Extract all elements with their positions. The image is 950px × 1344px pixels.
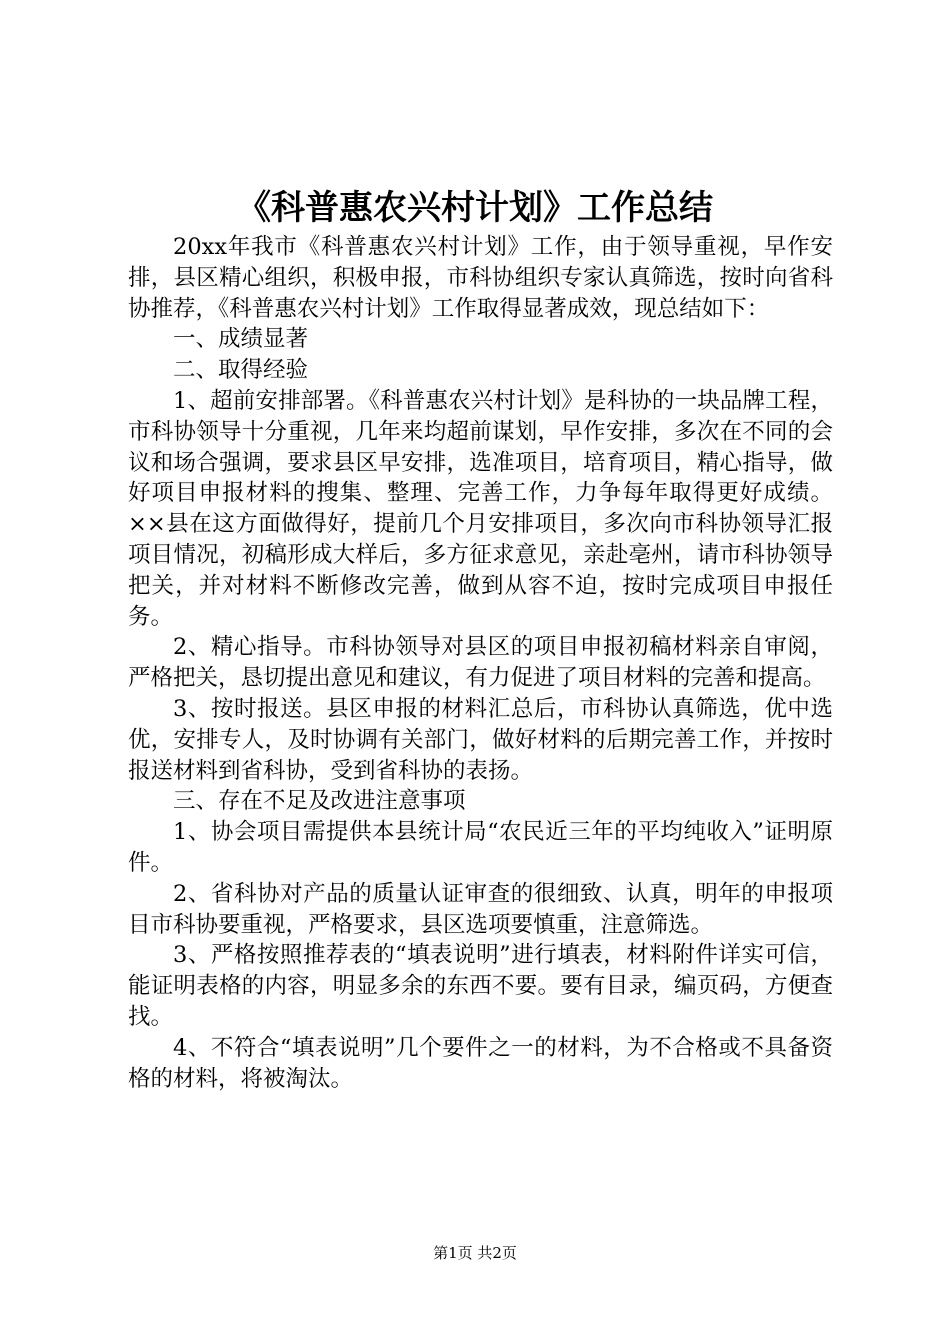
document-title: 《科普惠农兴村计划》工作总结 (237, 188, 713, 228)
shortcoming-item-2: 2、省科协对产品的质量认证审查的很细致、认真，明年的申报项目市科协要重视，严格要求，县区选项要慎重，注意筛选。 (128, 880, 833, 938)
section-heading-experience: 二、取得经验 (173, 357, 309, 384)
page-number-footer: 第1页 共2页 (433, 1244, 517, 1262)
section-heading-achievements: 一、成绩显著 (173, 326, 309, 353)
experience-item-3: 3、按时报送。县区申报的材料汇总后，市科协认真筛选，优中选优，安排专人，及时协调有关部门，做好材料的后期完善工作，并按时报送材料到省科协，受到省科协的表扬。 (128, 695, 833, 784)
shortcoming-item-1: 1、协会项目需提供本县统计局“农民近三年的平均纯收入”证明原件。 (128, 819, 833, 876)
document-body (128, 232, 833, 1094)
shortcoming-item-3: 3、严格按照推荐表的“填表说明”进行填表，材料附件详实可信，能证明表格的内容，明显多余的东西不要。要有目录，编页码，方便查找。 (128, 942, 833, 1030)
experience-item-2: 2、精心指导。市科协领导对县区的项目申报初稿材料亲自审阅，严格把关，恳切提出意见和建议，有力促进了项目材料的完善和提高。 (128, 634, 833, 692)
experience-item-1: 1、超前安排部署。《科普惠农兴村计划》是科协的一块品牌工程，市科协领导十分重视，几年来均超前谋划，早作安排，多次在不同的会议和场合强调，要求县区早安排，选准项目，培育项目，精心指导，做好项目申报材料的搜集、整理、完善工作，力争每年取得更好成绩。××县在这方面做得好，提前几个月安排项目，多次向市科协领导汇报项目情况，初稿形成大样后，多方征求意见，亲赴亳州，请市科协领导把关，并对材料不断修改完善，做到从容不迫，按时完成项目申报任务。 (128, 387, 833, 630)
section-heading-shortcomings: 三、存在不足及改进注意事项 (173, 788, 466, 815)
intro-paragraph: 20xx年我市《科普惠农兴村计划》工作，由于领导重视，早作安排，县区精心组织，积极申报，市科协组织专家认真筛选，按时向省科协推荐，《科普惠农兴村计划》工作取得显著成效，现总结如下： (128, 234, 833, 322)
shortcoming-item-4: 4、不符合“填表说明”几个要件之一的材料，为不合格或不具备资格的材料，将被淘汰。 (128, 1034, 833, 1092)
